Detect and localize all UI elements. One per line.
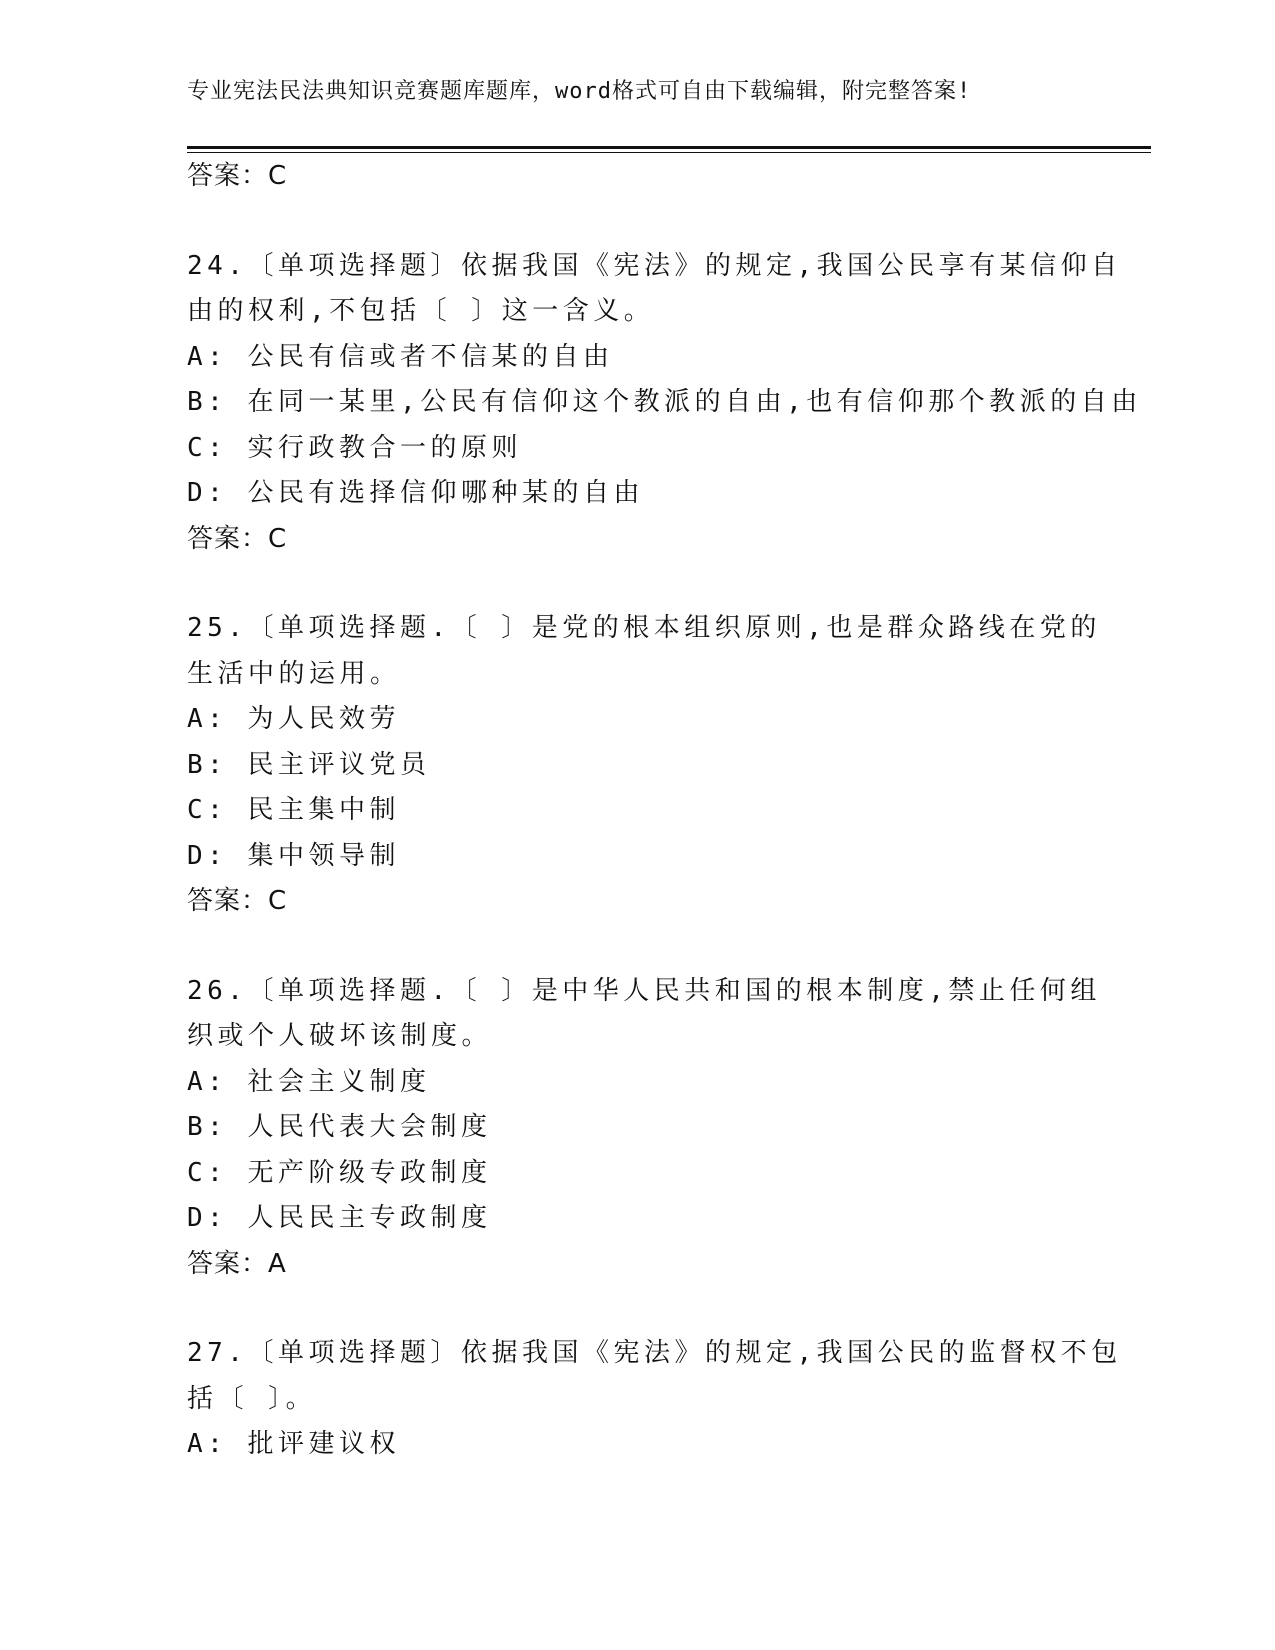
- option-d: D: 集中领导制: [187, 840, 400, 871]
- answer-line: 答案：C: [187, 523, 288, 554]
- answer-line: 答案：A: [187, 1248, 287, 1279]
- document-body: [187, 154, 1142, 1468]
- option-b: B: 人民代表大会制度: [187, 1112, 492, 1142]
- question-stem: 织或个人破坏该制度。: [187, 1021, 493, 1051]
- question-25: [187, 606, 1127, 925]
- question-stem: 生活中的运用。: [187, 658, 401, 689]
- option-a: A: 社会主义制度: [187, 1066, 431, 1097]
- option-b: B: 民主评议党员: [187, 749, 431, 780]
- question-stem: 27.〔单项选择题〕依据我国《宪法》的规定,我国公民的监督权不包: [187, 1338, 1122, 1368]
- option-c: C: 民主集中制: [187, 795, 400, 825]
- question-24: [187, 244, 1142, 563]
- page-header: 专业宪法民法典知识竞赛题库题库，word格式可自由下载编辑，附完整答案!: [187, 79, 972, 104]
- answer-line: 答案：C: [187, 886, 288, 916]
- option-a: A: 批评建议权: [187, 1429, 400, 1459]
- question-stem: 26.〔单项选择题.〔 〕是中华人民共和国的根本制度,禁止任何组: [187, 975, 1101, 1006]
- option-c: C: 实行政教合一的原则: [187, 432, 522, 463]
- option-c: C: 无产阶级专政制度: [187, 1157, 492, 1188]
- option-b: B: 在同一某里,公民有信仰这个教派的自由,也有信仰那个教派的自由: [187, 387, 1142, 417]
- option-a: A: 公民有信或者不信某的自由: [187, 341, 614, 372]
- option-d: D: 人民民主专政制度: [187, 1203, 492, 1233]
- question-stem: 24.〔单项选择题〕依据我国《宪法》的规定,我国公民享有某信仰自: [187, 250, 1122, 281]
- question-stem: 括〔 〕。: [187, 1383, 317, 1414]
- option-d: D: 公民有选择信仰哪种某的自由: [187, 478, 644, 508]
- question-26: [187, 969, 1127, 1288]
- question-27: [187, 1331, 1127, 1468]
- option-a: A: 为人民效劳: [187, 704, 400, 734]
- header-rule-thick: [187, 146, 1151, 149]
- question-stem: 25.〔单项选择题.〔 〕是党的根本组织原则,也是群众路线在党的: [187, 613, 1101, 643]
- header-rule-thin: [187, 152, 1151, 153]
- answer-line: 答案：C: [187, 161, 288, 191]
- question-stem: 由的权利,不包括〔 〕这一含义。: [187, 296, 655, 326]
